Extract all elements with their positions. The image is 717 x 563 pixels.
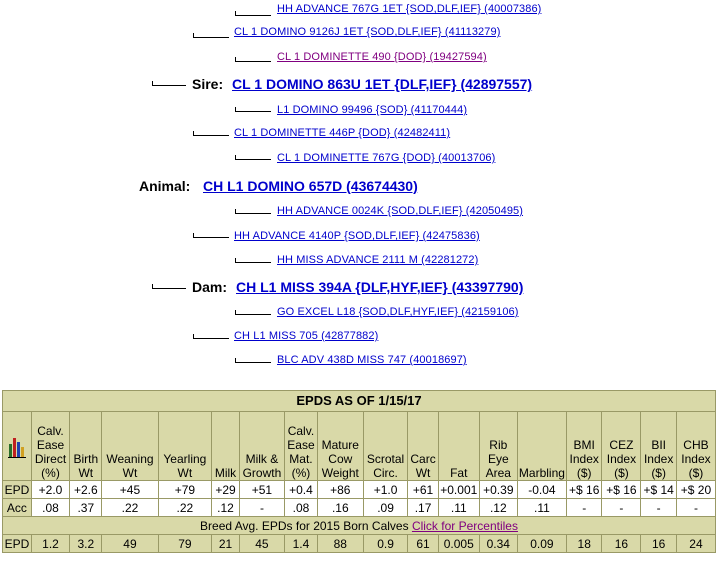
sire-dam-link[interactable]: CL 1 DOMINETTE 446P {DOD} (42482411) [234, 127, 451, 139]
sire-link[interactable]: CL 1 DOMINO 863U 1ET {DLF,IEF} (42897557) [232, 76, 533, 92]
column-header: Yearling Wt [158, 412, 212, 481]
epd-title: EPDS AS OF 1/15/17 [3, 391, 716, 412]
breed-epd-value: 88 [317, 535, 363, 553]
column-header: Birth Wt [70, 412, 102, 481]
tree-line [193, 131, 194, 135]
acc-value: .22 [102, 499, 158, 517]
epd-value: +$ 16 [602, 481, 641, 499]
sire-sire-link[interactable]: CL 1 DOMINO 9126J 1ET {SOD,DLF,IEF} (41113279) [234, 26, 501, 38]
acc-row-label: Acc [3, 499, 32, 517]
chart-icon-cell[interactable] [3, 412, 32, 481]
epd-value: +0.001 [440, 482, 478, 497]
breed-avg-row [3, 517, 716, 535]
epd-value: +$ 20 [676, 481, 715, 499]
acc-value: .08 [31, 499, 69, 517]
dam-sire-sire-link[interactable]: HH ADVANCE 0024K {SOD,DLF,IEF} (42050495) [277, 205, 524, 217]
epd-value: +2.0 [31, 481, 69, 499]
column-header: Carc Wt [408, 412, 439, 481]
breed-epd-value: 16 [602, 535, 641, 553]
sire-label: Sire: [192, 76, 224, 92]
tree-line [152, 288, 186, 289]
breed-epd-value: 1.4 [285, 535, 318, 553]
tree-line [152, 284, 153, 288]
breed-epd-value: 3.2 [70, 535, 102, 553]
tree-line [235, 258, 236, 262]
tree-line [193, 37, 229, 38]
dam-label: Dam: [192, 279, 228, 295]
column-header: Rib Eye Area [479, 412, 517, 481]
breed-epd-value: 18 [566, 535, 602, 553]
acc-value: .22 [158, 499, 212, 517]
breed-epd-value: 45 [239, 535, 284, 553]
breed-epd-value: 79 [158, 535, 212, 553]
acc-value: - [602, 499, 641, 517]
acc-value: - [676, 499, 715, 517]
sire-sire-dam-link[interactable]: CL 1 DOMINETTE 490 {DOD} (19427594) [277, 51, 487, 63]
acc-value: .12 [212, 499, 239, 517]
tree-line [235, 61, 271, 62]
acc-value: .11 [517, 499, 566, 517]
epd-value: +86 [317, 481, 363, 499]
epd-row-label: EPD [3, 481, 32, 499]
tree-line [152, 81, 153, 85]
epd-value: +45 [102, 481, 158, 499]
epd-value: +2.6 [70, 481, 102, 499]
tree-line [235, 262, 271, 263]
epd-value: +0.39 [479, 481, 517, 499]
acc-value: .17 [408, 499, 439, 517]
column-header: Calv. Ease Mat. (%) [285, 412, 318, 481]
breed-epd-value: 21 [212, 535, 239, 553]
epd-value: +29 [212, 481, 239, 499]
tree-line [193, 33, 194, 37]
breed-avg-label: Breed Avg. EPDs for 2015 Born Calves [200, 518, 409, 533]
tree-line [193, 334, 194, 338]
epd-value: +0.4 [285, 481, 318, 499]
epd-value: +1.0 [363, 481, 407, 499]
column-header: Fat [438, 412, 479, 481]
dam-dam-sire-link[interactable]: GO EXCEL L18 {SOD,DLF,HYF,IEF} (42159106) [277, 306, 519, 318]
acc-value: .16 [317, 499, 363, 517]
sire-dam-sire-link[interactable]: L1 DOMINO 99496 {SOD} (41170444) [277, 104, 468, 116]
tree-line [235, 213, 271, 214]
tree-line [235, 15, 271, 16]
sire-sire-sire-link[interactable]: HH ADVANCE 767G 1ET {SOD,DLF,IEF} (40007386) [277, 3, 542, 15]
tree-line [235, 362, 271, 363]
tree-line [235, 107, 236, 111]
bar-chart-icon[interactable] [8, 434, 26, 458]
column-header: CEZ Index ($) [602, 412, 641, 481]
acc-value: .08 [285, 499, 318, 517]
epd-value: -0.04 [517, 481, 566, 499]
dam-sire-dam-link[interactable]: HH MISS ADVANCE 2111 M (42281272) [277, 254, 479, 266]
tree-line [193, 237, 229, 238]
epd-value: +79 [158, 481, 212, 499]
epd-value: +$ 14 [641, 481, 677, 499]
tree-line [152, 85, 186, 86]
animal-label: Animal: [139, 178, 191, 194]
column-header: CHB Index ($) [676, 412, 715, 481]
column-header: BMI Index ($) [566, 412, 602, 481]
column-header: Scrotal Circ. [363, 412, 407, 481]
breed-epd-value: 61 [408, 535, 439, 553]
tree-line [235, 155, 236, 159]
column-header: Marbling [517, 412, 566, 481]
dam-sire-link[interactable]: HH ADVANCE 4140P {SOD,DLF,IEF} (42475836) [234, 230, 480, 242]
tree-line [193, 135, 229, 136]
breed-epd-value: 0.9 [363, 535, 407, 553]
column-header: Milk [212, 412, 239, 481]
breed-epd-value: 0.34 [479, 535, 517, 553]
tree-line [235, 314, 271, 315]
tree-line [235, 111, 271, 112]
column-header: Weaning Wt [102, 412, 158, 481]
tree-line [235, 209, 236, 213]
column-header: Milk & Growth [239, 412, 284, 481]
tree-line [193, 338, 229, 339]
animal-link[interactable]: CH L1 DOMINO 657D (43674430) [203, 178, 418, 194]
sire-dam-dam-link[interactable]: CL 1 DOMINETTE 767G {DOD} (40013706) [277, 152, 496, 164]
tree-line [193, 233, 194, 237]
epd-value: +$ 16 [566, 481, 602, 499]
breed-epd-value: 49 [102, 535, 158, 553]
dam-link[interactable]: CH L1 MISS 394A {DLF,HYF,IEF} (43397790) [236, 279, 524, 295]
tree-line [235, 11, 236, 15]
column-header: Calv. Ease Direct (%) [31, 412, 69, 481]
tree-line [235, 159, 271, 160]
acc-value: .37 [70, 499, 102, 517]
acc-value: - [239, 499, 284, 517]
breed-epd-value: 0.005 [438, 535, 479, 553]
acc-value: - [641, 499, 677, 517]
breed-epd-value: 1.2 [31, 535, 69, 553]
dam-dam-dam-link[interactable]: BLC ADV 438D MISS 747 (40018697) [277, 354, 467, 366]
breed-epd-value: 0.09 [517, 535, 566, 553]
percentiles-link[interactable]: Click for Percentiles [411, 518, 518, 533]
column-header: BII Index ($) [641, 412, 677, 481]
acc-value: .11 [438, 499, 479, 517]
tree-line [235, 310, 236, 314]
breed-epd-row-label: EPD [3, 535, 32, 553]
breed-epd-value: 24 [676, 535, 715, 553]
acc-value: .09 [363, 499, 407, 517]
dam-dam-link[interactable]: CH L1 MISS 705 (42877882) [234, 330, 379, 342]
tree-line [235, 358, 236, 362]
epd-value: +51 [239, 481, 284, 499]
acc-value: - [566, 499, 602, 517]
tree-line [235, 57, 236, 61]
acc-value: .12 [479, 499, 517, 517]
breed-epd-value: 16 [641, 535, 677, 553]
epd-table [2, 390, 716, 553]
epd-value: +61 [408, 481, 439, 499]
column-header: Mature Cow Weight [317, 412, 363, 481]
